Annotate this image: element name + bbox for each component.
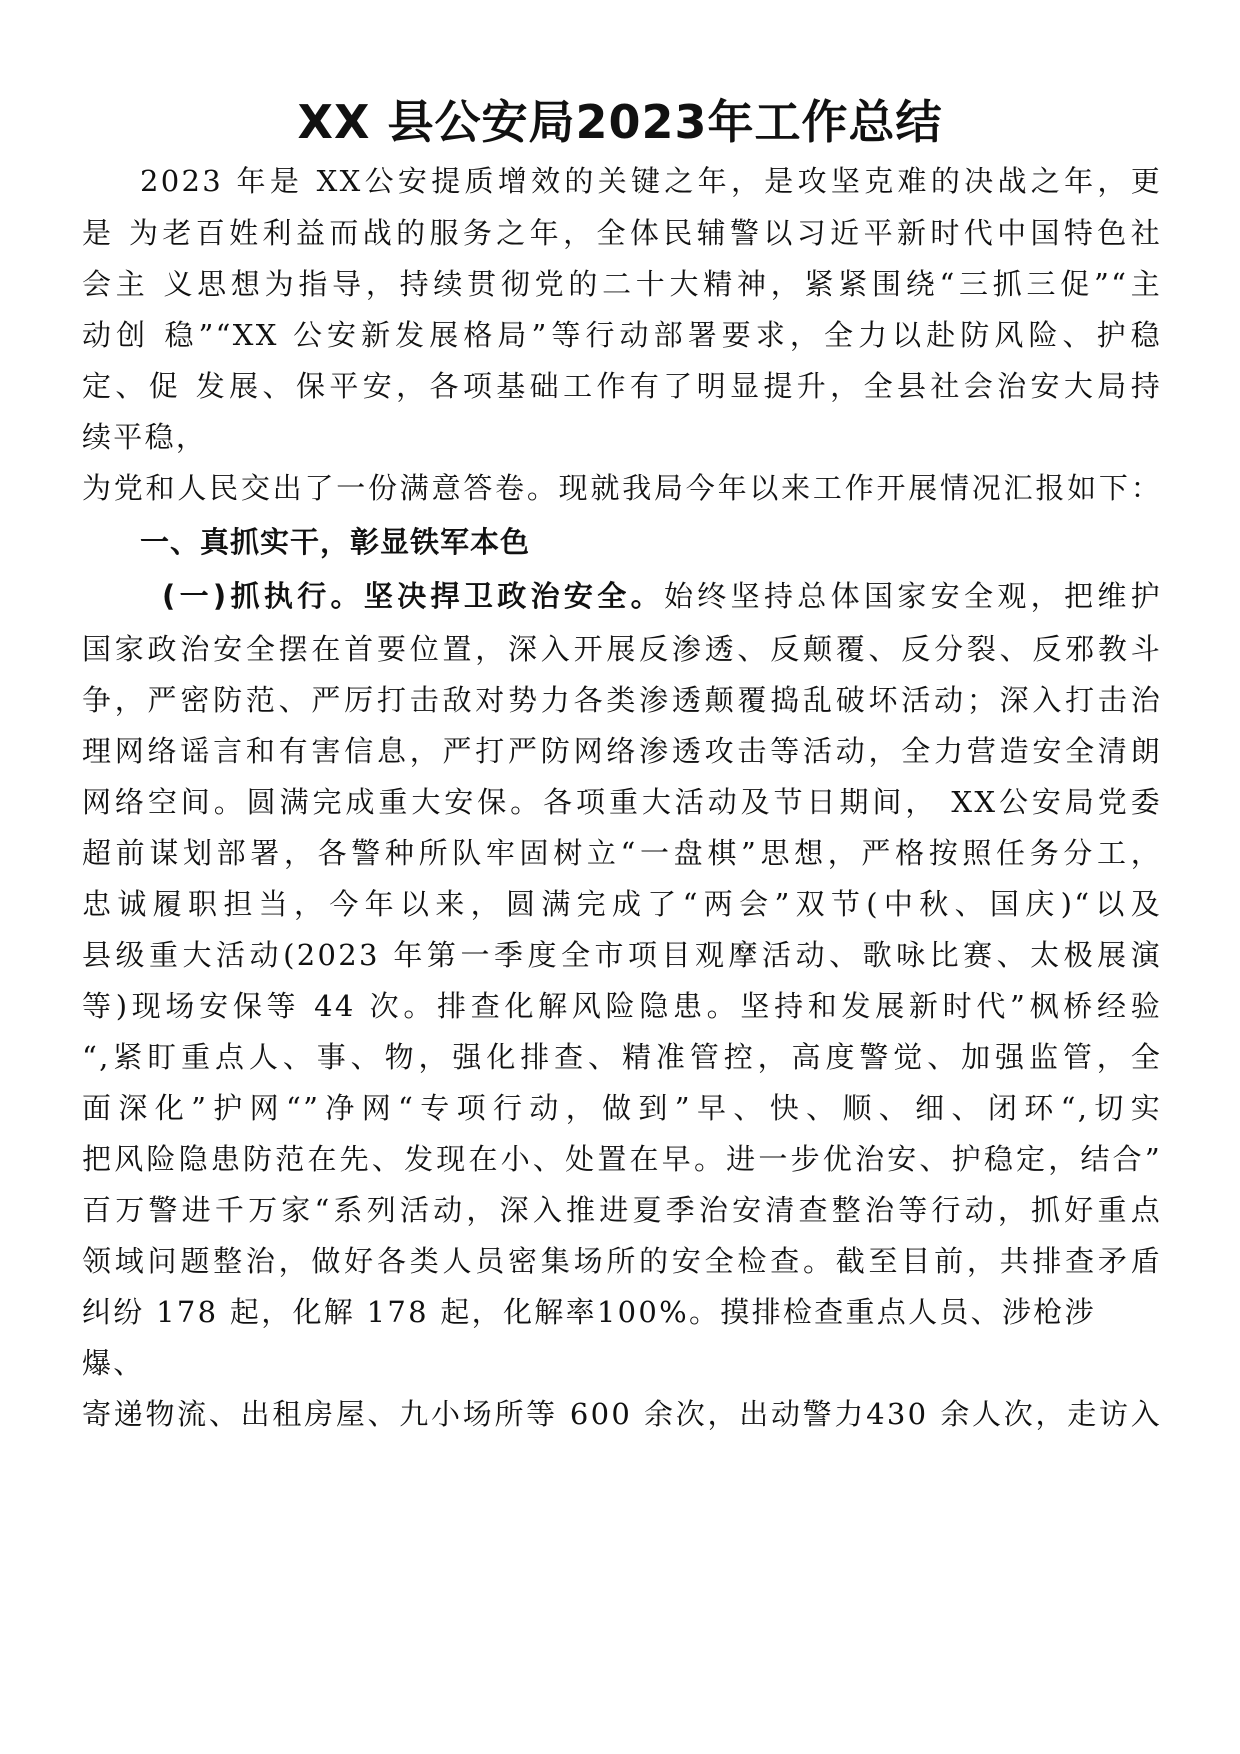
intro-line-5: 定、促 发展、保平安，各项基础工作有了明显提升，全县社会治安大局持	[82, 369, 1162, 403]
sub1-line-8: 县级重大活动(2023 年第一季度全市项目观摩活动、歌咏比赛、太极展演	[82, 938, 1162, 972]
sub1-line-7: 忠诚履职担当，今年以来，圆满完成了“两会”双节(中秋、国庆)“以及	[82, 887, 1162, 921]
sub1-line-12: 把风险隐患防范在先、发现在小、处置在早。进一步优治安、护稳定，结合”	[82, 1142, 1162, 1176]
intro-line-4: 动创 稳”“XX 公安新发展格局”等行动部署要求，全力以赴防风险、护稳	[82, 318, 1162, 352]
intro-line-7: 为党和人民交出了一份满意答卷。现就我局今年以来工作开展情况汇报如下：	[82, 471, 1162, 505]
intro-line-2: 是 为老百姓利益而战的服务之年，全体民辅警以习近平新时代中国特色社	[82, 216, 1162, 250]
document-title: XX 县公安局2023年工作总结	[297, 95, 943, 149]
sub1-line-13: 百万警进千万家“系列活动，深入推进夏季治安清查整治等行动，抓好重点	[82, 1193, 1162, 1227]
sub1-line-16: 爆、	[82, 1346, 145, 1380]
sub1-line-11: 面深化”护网“”净网“专项行动，做到”早、快、顺、细、闭环“,切实	[82, 1091, 1162, 1125]
sub1-line-14: 领域问题整治，做好各类人员密集场所的安全检查。截至目前，共排查矛盾	[82, 1244, 1162, 1278]
intro-line-6: 续平稳，	[82, 420, 208, 454]
sub1-line-10: “,紧盯重点人、事、物，强化排查、精准管控，高度警觉、加强监管，全	[82, 1040, 1162, 1074]
sub1-heading: (一)抓执行。坚决捍卫政治安全。	[162, 579, 664, 613]
intro-line-1: 2023 年是 XX公安提质增效的关键之年，是攻坚克难的决战之年，更	[140, 164, 1162, 198]
sub1-line-2: 国家政治安全摆在首要位置，深入开展反渗透、反颠覆、反分裂、反邪教斗	[82, 632, 1162, 666]
sub1-line-6: 超前谋划部署，各警种所队牢固树立“一盘棋”思想，严格按照任务分工，	[82, 836, 1162, 870]
sub1-line-3: 争，严密防范、严厉打击敌对势力各类渗透颠覆捣乱破坏活动；深入打击治	[82, 683, 1162, 717]
sub1-line-15: 纠纷 178 起，化解 178 起，化解率100%。摸排检查重点人员、涉枪涉	[82, 1295, 1096, 1329]
sub1-line-17: 寄递物流、出租房屋、九小场所等 600 余次，出动警力430 余人次，走访入	[82, 1397, 1162, 1431]
intro-line-3: 会主 义思想为指导，持续贯彻党的二十大精神，紧紧围绕“三抓三促”“主	[82, 267, 1162, 301]
sub1-line-9: 等)现场安保等 44 次。排查化解风险隐患。坚持和发展新时代”枫桥经验	[82, 989, 1162, 1023]
sub1-line-5: 网络空间。圆满完成重大安保。各项重大活动及节日期间， XX公安局党委	[82, 785, 1162, 819]
sub1-line-1-text: 始终坚持总体国家安全观，把维护	[663, 579, 1162, 613]
section-heading-1: 一、真抓实干，彰显铁军本色	[140, 525, 531, 559]
sub1-line-1	[162, 568, 1162, 624]
sub1-line-4: 理网络谣言和有害信息，严打严防网络渗透攻击等活动，全力营造安全清朗	[82, 734, 1162, 768]
